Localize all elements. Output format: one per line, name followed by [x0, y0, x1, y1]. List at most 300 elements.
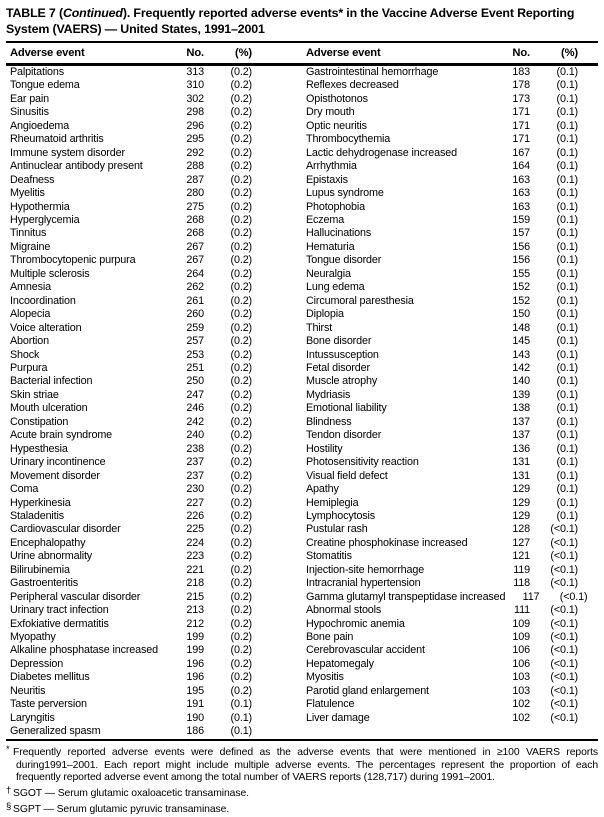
event-percent: (0.2) — [230, 106, 252, 119]
table-row — [10, 214, 252, 227]
table-row — [10, 147, 252, 160]
event-count: 118 — [513, 577, 530, 590]
event-name: Purpura — [10, 361, 48, 374]
event-name: Hostility — [306, 442, 343, 455]
event-count: 212 — [186, 617, 204, 630]
event-count: 142 — [512, 361, 530, 374]
table-row — [306, 631, 578, 644]
event-name: Parotid gland enlargement — [306, 684, 429, 697]
event-name: Hemiplegia — [306, 496, 359, 509]
event-name: Generalized spasm — [10, 725, 101, 738]
event-percent: (0.2) — [230, 415, 252, 428]
footnote-asterisk-text: Frequently reported adverse events were defined as the adverse events that were mentioned in ≥100 VAERS reports during1991–2001. Each report might include multiple adverse events. The percentages represent the proportion of each frequently reported adverse event among the total number of VAERS reports (128,717) during 1991–2001. — [13, 746, 598, 784]
table-row — [10, 133, 252, 146]
event-percent: (0.1) — [556, 160, 578, 173]
event-name: Hyperglycemia — [10, 213, 80, 226]
event-name: Gastrointestinal hemorrhage — [306, 66, 439, 78]
event-count: 163 — [512, 173, 530, 186]
event-percent: (0.1) — [556, 308, 578, 321]
event-percent: (0.1) — [556, 321, 578, 334]
table-row — [10, 254, 252, 267]
event-count: 138 — [512, 402, 530, 415]
event-percent: (0.1) — [556, 483, 578, 496]
event-name: Depression — [10, 657, 64, 670]
event-count: 261 — [186, 294, 204, 307]
event-count: 102 — [512, 698, 530, 711]
table-row — [10, 631, 252, 644]
event-name: Sinusitis — [10, 106, 49, 119]
event-count: 156 — [512, 240, 530, 253]
event-percent: (0.2) — [230, 335, 252, 348]
event-count: 152 — [512, 281, 530, 294]
event-name: Diabetes mellitus — [10, 671, 90, 684]
table-row — [306, 241, 578, 254]
table-row — [306, 590, 588, 604]
event-count: 213 — [186, 604, 204, 617]
event-percent: (0.2) — [230, 604, 252, 617]
event-name: Hepatomegaly — [306, 657, 374, 670]
table-row — [306, 429, 578, 442]
event-percent: (0.1) — [556, 92, 578, 105]
event-name: Injection-site hemorrhage — [306, 563, 425, 576]
event-count: 156 — [512, 254, 530, 267]
event-name: Antinuclear antibody present — [10, 160, 143, 173]
table-row — [10, 349, 252, 362]
event-name: Exfokiative dermatitis — [10, 617, 109, 630]
event-percent: (<0.1) — [550, 698, 578, 711]
event-count: 171 — [512, 106, 530, 119]
event-count: 292 — [186, 146, 204, 159]
event-count: 129 — [512, 496, 530, 509]
table-row — [10, 644, 252, 657]
table-row — [306, 201, 578, 214]
table-row — [10, 698, 252, 711]
event-percent: (0.2) — [230, 509, 252, 522]
table-row — [10, 618, 252, 631]
event-count: 106 — [512, 657, 530, 670]
event-name: Mouth ulceration — [10, 402, 88, 415]
event-count: 287 — [186, 173, 204, 186]
event-name: Peripheral vascular disorder — [10, 590, 141, 603]
table-body-right — [306, 66, 598, 739]
event-percent: (0.1) — [556, 281, 578, 294]
event-name: Arrhythmia — [306, 160, 357, 173]
event-percent: (0.1) — [556, 187, 578, 200]
event-percent: (0.1) — [556, 240, 578, 253]
event-count: 298 — [186, 106, 204, 119]
table-row — [306, 335, 578, 348]
table-title-continued: Continued — [62, 6, 123, 20]
column-header-adverse-event-left: Adverse event — [10, 47, 85, 59]
event-name: Photophobia — [306, 200, 365, 213]
event-percent: (0.1) — [230, 725, 252, 738]
event-percent: (0.2) — [230, 361, 252, 374]
event-percent: (0.1) — [556, 429, 578, 442]
event-name: Migraine — [10, 240, 51, 253]
event-percent: (0.2) — [230, 684, 252, 697]
event-name: Thirst — [306, 321, 333, 334]
event-name: Hypothermia — [10, 200, 70, 213]
footnote-dagger — [6, 785, 598, 801]
event-count: 183 — [512, 66, 530, 78]
event-name: Emotional liability — [306, 402, 387, 415]
event-count: 267 — [186, 240, 204, 253]
event-count: 121 — [512, 550, 530, 563]
table-row — [10, 308, 252, 321]
event-percent: (0.1) — [556, 254, 578, 267]
event-count: 178 — [512, 79, 530, 92]
table-row — [306, 577, 578, 590]
event-percent: (<0.1) — [550, 644, 578, 657]
event-name: Tinnitus — [10, 227, 47, 240]
table-row — [306, 227, 578, 240]
event-count: 127 — [512, 536, 530, 549]
event-count: 137 — [512, 415, 530, 428]
event-name: Lactic dehydrogenase increased — [306, 146, 457, 159]
event-percent: (0.2) — [230, 187, 252, 200]
event-name: Laryngitis — [10, 711, 55, 724]
event-count: 145 — [512, 335, 530, 348]
event-name: Visual field defect — [306, 469, 388, 482]
event-name: Incoordination — [10, 294, 76, 307]
table-row — [10, 66, 252, 79]
event-percent: (0.1) — [556, 173, 578, 186]
event-percent: (0.2) — [230, 119, 252, 132]
event-count: 302 — [186, 92, 204, 105]
event-name: Movement disorder — [10, 469, 100, 482]
table-row — [306, 349, 578, 362]
event-name: Muscle atrophy — [306, 375, 378, 388]
table-row — [10, 658, 252, 671]
table-row — [10, 174, 252, 187]
event-count: 173 — [512, 92, 530, 105]
table-row — [306, 671, 578, 684]
event-name: Bacterial infection — [10, 375, 93, 388]
event-name: Gastroenteritis — [10, 577, 78, 590]
event-name: Neuritis — [10, 684, 46, 697]
event-count: 159 — [512, 213, 530, 226]
event-count: 148 — [512, 321, 530, 334]
event-percent: (<0.1) — [550, 684, 578, 697]
event-count: 246 — [186, 402, 204, 415]
footnote-dagger-text: SGOT — Serum glutamic oxaloacetic transaminase. — [13, 788, 249, 800]
event-count: 195 — [186, 684, 204, 697]
table-row — [306, 106, 578, 119]
event-name: Eczema — [306, 213, 345, 226]
event-name: Apathy — [306, 483, 339, 496]
asterisk-symbol: * — [6, 743, 10, 755]
event-count: 129 — [512, 483, 530, 496]
event-name: Shock — [10, 348, 40, 361]
table-row — [306, 254, 578, 267]
table-row — [306, 604, 578, 617]
table-row — [10, 335, 252, 348]
event-name: Lymphocytosis — [306, 509, 376, 522]
event-count: 260 — [186, 308, 204, 321]
event-name: Abnormal stools — [306, 604, 382, 617]
column-header-pct-left: (%) — [235, 47, 252, 59]
table-row — [10, 106, 252, 119]
event-count: 257 — [186, 335, 204, 348]
event-name: Staladenitis — [10, 509, 65, 522]
event-percent: (0.1) — [556, 335, 578, 348]
event-name: Angioedema — [10, 119, 70, 132]
table-row — [10, 510, 252, 523]
event-name: Reflexes decreased — [306, 79, 399, 92]
event-percent: (0.1) — [556, 456, 578, 469]
event-percent: (0.2) — [230, 146, 252, 159]
event-percent: (0.1) — [556, 294, 578, 307]
table-row — [10, 671, 252, 684]
table-row — [306, 497, 578, 510]
event-count: 199 — [186, 631, 204, 644]
table-row — [10, 564, 252, 577]
event-percent: (0.2) — [230, 402, 252, 415]
event-name: Bilirubinemia — [10, 563, 70, 576]
table-row — [306, 537, 578, 550]
event-percent: (0.1) — [556, 267, 578, 280]
event-percent: (0.1) — [556, 348, 578, 361]
event-percent: (0.2) — [230, 133, 252, 146]
event-name: Hypochromic anemia — [306, 617, 405, 630]
table-row — [306, 295, 578, 308]
table-row — [306, 389, 578, 402]
table-title — [6, 6, 598, 37]
table-row — [306, 523, 578, 536]
event-percent: (0.1) — [556, 375, 578, 388]
event-count: 131 — [512, 469, 530, 482]
event-percent: (0.2) — [230, 173, 252, 186]
table-row — [10, 295, 252, 308]
event-percent: (0.2) — [230, 281, 252, 294]
event-name: Myositis — [306, 671, 344, 684]
event-count: 117 — [522, 590, 540, 603]
event-name: Cardiovascular disorder — [10, 523, 121, 536]
event-percent: (<0.1) — [550, 657, 578, 670]
table-row — [10, 120, 252, 133]
table-row — [306, 187, 578, 200]
table-row — [306, 268, 578, 281]
event-percent: (0.1) — [556, 442, 578, 455]
event-percent: (0.2) — [230, 456, 252, 469]
event-percent: (<0.1) — [550, 563, 578, 576]
event-count: 129 — [512, 509, 530, 522]
event-count: 171 — [512, 133, 530, 146]
event-name: Deafness — [10, 173, 55, 186]
event-name: Myopathy — [10, 631, 56, 644]
event-percent: (0.1) — [556, 509, 578, 522]
event-count: 163 — [512, 200, 530, 213]
table-title-suffix: ). Frequently reported adverse events* in the Vaccine Adverse Event Reporting System (VAERS) — United States, 1991–2001 — [6, 6, 575, 36]
event-percent: (<0.1) — [550, 711, 578, 724]
table-row — [306, 712, 578, 725]
event-percent: (0.1) — [556, 133, 578, 146]
event-count: 259 — [186, 321, 204, 334]
event-count: 164 — [512, 160, 530, 173]
event-name: Urine abnormality — [10, 550, 93, 563]
table-row — [10, 227, 252, 240]
event-name: Photosensitivity reaction — [306, 456, 419, 469]
event-count: 267 — [186, 254, 204, 267]
event-percent: (0.2) — [230, 308, 252, 321]
table-row — [10, 712, 252, 725]
event-percent: (0.2) — [230, 536, 252, 549]
event-percent: (0.2) — [230, 631, 252, 644]
event-count: 152 — [512, 294, 530, 307]
event-name: Tongue edema — [10, 79, 80, 92]
table-row — [306, 443, 578, 456]
event-percent: (0.2) — [230, 92, 252, 105]
event-count: 224 — [186, 536, 204, 549]
event-count: 137 — [512, 429, 530, 442]
event-percent: (<0.1) — [550, 617, 578, 630]
event-count: 109 — [512, 631, 530, 644]
event-percent: (0.2) — [230, 348, 252, 361]
event-name: Hypesthesia — [10, 442, 68, 455]
event-name: Amnesia — [10, 281, 51, 294]
event-percent: (0.2) — [230, 550, 252, 563]
event-percent: (0.2) — [230, 79, 252, 92]
event-percent: (0.1) — [556, 402, 578, 415]
table-row — [306, 174, 578, 187]
table-row — [10, 429, 252, 442]
table-row — [10, 685, 252, 698]
event-percent: (<0.1) — [550, 536, 578, 549]
event-name: Intussusception — [306, 348, 379, 361]
table-row — [10, 483, 252, 496]
event-count: 140 — [512, 375, 530, 388]
event-name: Urinary tract infection — [10, 604, 109, 617]
event-count: 221 — [186, 563, 204, 576]
event-name: Blindness — [306, 415, 352, 428]
event-percent: (0.2) — [230, 213, 252, 226]
table-row — [10, 604, 252, 617]
event-count: 227 — [186, 496, 204, 509]
event-name: Constipation — [10, 415, 69, 428]
event-percent: (0.1) — [556, 213, 578, 226]
event-count: 223 — [186, 550, 204, 563]
event-percent: (0.1) — [556, 200, 578, 213]
event-count: 171 — [512, 119, 530, 132]
event-name: Voice alteration — [10, 321, 82, 334]
table-row — [306, 362, 578, 375]
event-percent: (0.2) — [230, 294, 252, 307]
event-percent: (0.1) — [556, 106, 578, 119]
table-row — [306, 698, 578, 711]
table-body — [6, 66, 598, 739]
event-percent: (0.2) — [230, 496, 252, 509]
event-name: Encephalopathy — [10, 536, 86, 549]
column-header-no-left: No. — [186, 47, 204, 59]
section-symbol: § — [6, 801, 12, 813]
event-percent: (0.2) — [230, 240, 252, 253]
event-count: 230 — [186, 483, 204, 496]
table-row — [10, 187, 252, 200]
table-row — [10, 550, 252, 563]
event-percent: (<0.1) — [550, 523, 578, 536]
event-name: Neuralgia — [306, 267, 351, 280]
table-row — [10, 443, 252, 456]
event-count: 268 — [186, 213, 204, 226]
event-name: Optic neuritis — [306, 119, 367, 132]
event-name: Multiple sclerosis — [10, 267, 90, 280]
event-count: 186 — [186, 725, 204, 738]
table-row — [306, 147, 578, 160]
table-row — [306, 133, 578, 146]
table-row — [10, 402, 252, 415]
event-count: 225 — [186, 523, 204, 536]
event-count: 218 — [186, 577, 204, 590]
event-percent: (0.1) — [556, 119, 578, 132]
footnote-section-text: SGPT — Serum glutamic pyruvic transaminase. — [13, 804, 230, 816]
event-percent: (0.1) — [230, 698, 252, 711]
table-row — [10, 497, 252, 510]
event-percent: (0.2) — [230, 523, 252, 536]
event-name: Creatine phosphokinase increased — [306, 536, 468, 549]
event-count: 191 — [186, 698, 204, 711]
event-percent: (0.1) — [556, 361, 578, 374]
event-count: 190 — [186, 711, 204, 724]
table-row — [10, 591, 252, 604]
table-row — [10, 725, 252, 738]
event-count: 128 — [512, 523, 530, 536]
footnote-section — [6, 801, 598, 817]
table-row — [10, 201, 252, 214]
table-row — [306, 470, 578, 483]
event-percent: (0.1) — [556, 66, 578, 78]
event-count: 136 — [512, 442, 530, 455]
column-header-no-right: No. — [512, 47, 530, 59]
event-name: Lung edema — [306, 281, 365, 294]
event-count: 238 — [186, 442, 204, 455]
event-count: 250 — [186, 375, 204, 388]
event-percent: (0.2) — [230, 617, 252, 630]
table-row — [306, 456, 578, 469]
table-row — [306, 214, 578, 227]
event-count: 242 — [186, 415, 204, 428]
event-count: 196 — [186, 671, 204, 684]
table-row — [306, 618, 578, 631]
table-row — [10, 375, 252, 388]
event-count: 313 — [186, 66, 204, 78]
table-row — [10, 577, 252, 590]
event-count: 240 — [186, 429, 204, 442]
event-name: Fetal disorder — [306, 361, 370, 374]
event-count: 103 — [512, 671, 530, 684]
footnote-asterisk — [6, 744, 598, 786]
table-row — [10, 322, 252, 335]
table-row — [306, 160, 578, 173]
dagger-symbol: † — [6, 785, 12, 797]
event-count: 167 — [512, 146, 530, 159]
event-name: Hallucinations — [306, 227, 372, 240]
event-name: Opisthotonos — [306, 92, 368, 105]
table-row — [10, 268, 252, 281]
event-count: 111 — [514, 604, 530, 617]
event-name: Intracranial hypertension — [306, 577, 421, 590]
event-percent: (0.1) — [556, 469, 578, 482]
event-name: Stomatitis — [306, 550, 352, 563]
event-percent: (0.2) — [230, 442, 252, 455]
footnotes — [6, 744, 598, 817]
event-count: 199 — [186, 644, 204, 657]
table-row — [306, 510, 578, 523]
event-name: Thrombocythemia — [306, 133, 391, 146]
event-count: 262 — [186, 281, 204, 294]
column-header-pct-right: (%) — [561, 47, 578, 59]
table-row — [10, 93, 252, 106]
table-row — [306, 79, 578, 92]
